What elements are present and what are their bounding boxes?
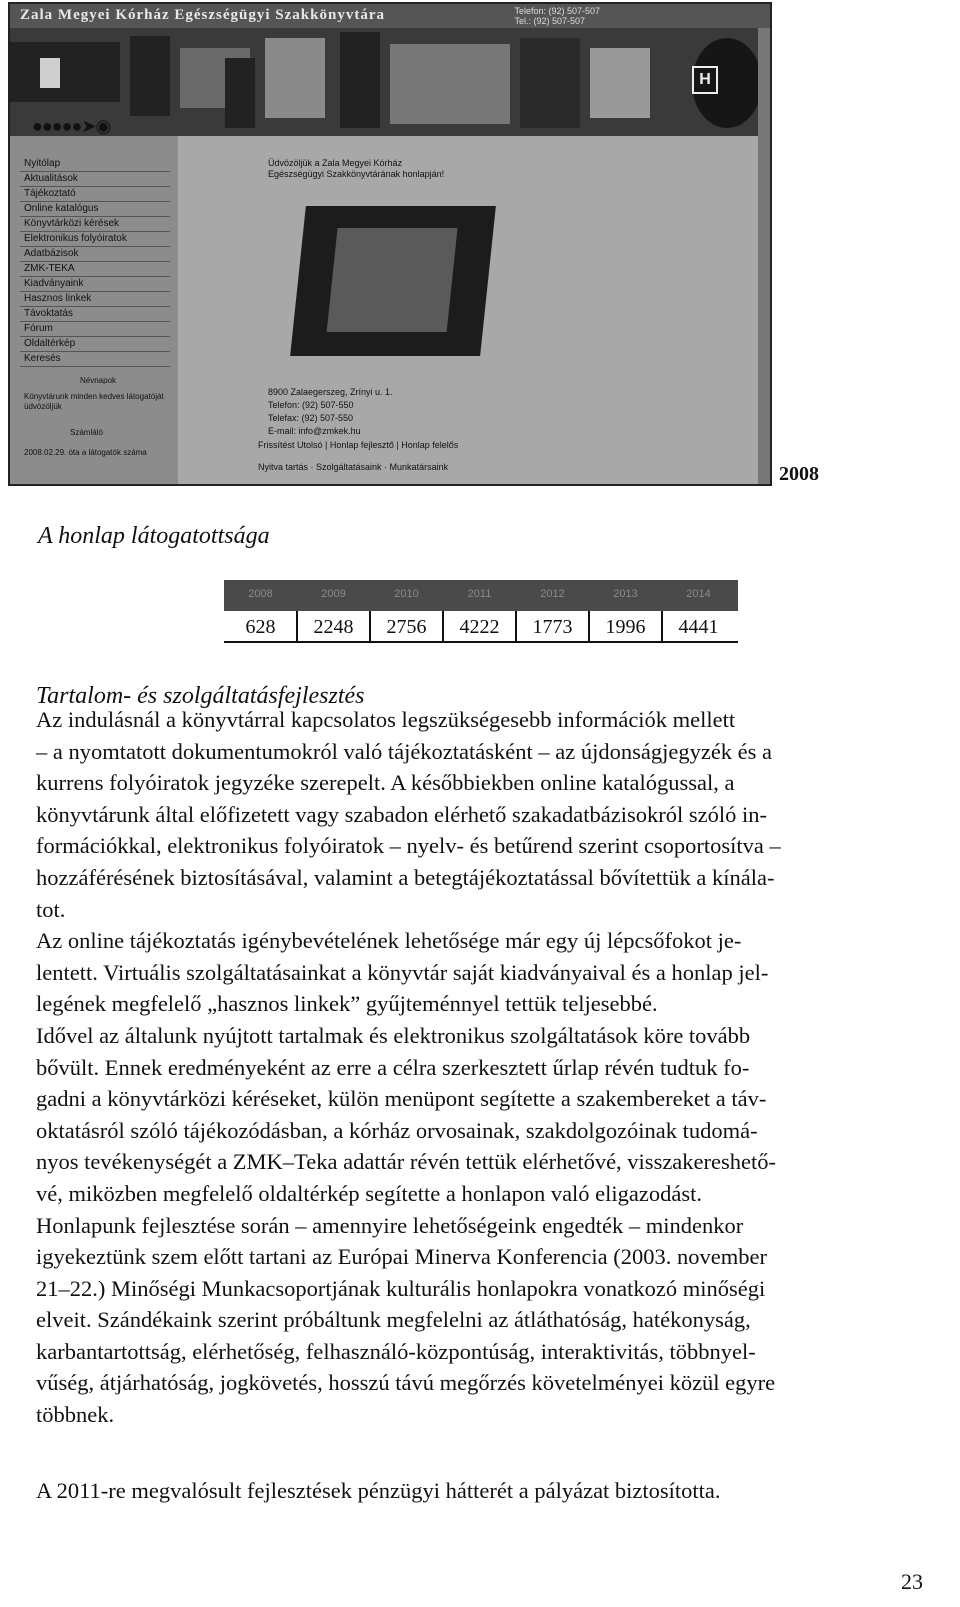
body-line: vé, miközben megfelelő oldaltérkép segítette a honlapon való eligazodást.	[36, 1180, 703, 1206]
body-line: vűség, átjárhatóság, jogkövetés, hosszú távú megőrzés követelményei közül egyre	[36, 1370, 776, 1396]
body-line: karbantartottság, elérhetőség, felhasználó-központúság, interaktivitás, többnyel-	[36, 1338, 756, 1364]
page-number: 23	[901, 1569, 923, 1594]
year-header: 2010	[394, 588, 419, 600]
welcome-note: üdvözöljük	[24, 402, 62, 411]
dots-icon: ●●●●●➤◉	[32, 116, 111, 136]
nav-item[interactable]: Oldaltérkép	[24, 338, 76, 349]
year-label: 2008	[779, 463, 819, 485]
body-line: Az indulásnál a könyvtárral kapcsolatos legszükségesebb információk mellett	[36, 707, 736, 732]
body-line: könyvtárunk által előfizetett vagy szabadon elérhető szakadatbázisokról szóló in-	[36, 801, 767, 827]
section-heading: Tartalom- és szolgáltatásfejlesztés	[36, 683, 365, 709]
body-line: legének megfelelő „hasznos linkek” gyűjteménnyel tettük teljesebbé.	[36, 991, 658, 1017]
nav-item[interactable]: Nyitólap	[24, 158, 61, 169]
header-meta-line: Tel.: (92) 507-507	[514, 16, 585, 26]
welcome-note: Könyvtárunk minden kedves látogatóját	[24, 392, 164, 401]
header-meta-line: Telefon: (92) 507-507	[514, 6, 600, 16]
nav-item[interactable]: Keresés	[24, 353, 61, 364]
visits-table-header	[224, 580, 738, 611]
open-book-image	[290, 206, 496, 356]
nav-item[interactable]: Online katalógus	[24, 203, 99, 214]
counter-note: 2008.02.29. óta a látogatók száma	[24, 448, 147, 457]
visit-count: 4441	[678, 616, 719, 638]
nav-item[interactable]: Elektronikus folyóiratok	[24, 233, 127, 244]
screenshot-address	[268, 386, 393, 438]
visit-count: 2756	[386, 616, 427, 638]
nav-item[interactable]: Hasznos linkek	[24, 293, 92, 304]
visit-count: 4222	[459, 616, 500, 638]
nav-item[interactable]: Távoktatás	[24, 308, 73, 319]
hospital-h-icon: H	[692, 66, 718, 94]
visit-count: 1996	[605, 616, 646, 638]
nav-item[interactable]: Tájékoztató	[24, 188, 76, 199]
funding-note: A 2011-re megvalósult fejlesztések pénzügyi hátterét a pályázat biztosította.	[36, 1478, 721, 1503]
visits-table	[224, 580, 738, 642]
body-line: lentett. Virtuális szolgáltatásainkat a könyvtár saját kiadványaival és a honlap jel-	[36, 959, 769, 985]
year-header: 2013	[613, 588, 638, 600]
nav-item[interactable]: Könyvtárközi kérések	[24, 218, 120, 229]
year-header: 2014	[686, 588, 711, 600]
counter-label: Számláló	[70, 428, 103, 437]
year-header: 2009	[321, 588, 346, 600]
screenshot-header-meta	[514, 6, 600, 26]
address-line[interactable]: E-mail: info@zmkek.hu	[268, 426, 361, 436]
screenshot-scrollbar[interactable]	[758, 28, 770, 484]
website-screenshot	[8, 2, 772, 486]
visit-count: 1773	[532, 616, 573, 638]
screenshot-footer-menu[interactable]: Nyitva tartás · Szolgáltatásaink · Munkatársaink	[258, 462, 449, 472]
screenshot-title: Zala Megyei Kórház Egészségügyi Szakkönyvtára	[20, 7, 385, 23]
body-line: kurrens folyóiratok jegyzéke szerepelt. A későbbiekben online katalógussal, a	[36, 770, 735, 796]
body-line: Idővel az általunk nyújtott tartalmak és elektronikus szolgáltatások köre tovább	[36, 1022, 751, 1048]
body-line: elveit. Szándékaink szerint próbáltunk megfelelni az átláthatóság, hatékonyság,	[36, 1307, 751, 1333]
screenshot-header	[10, 4, 770, 28]
body-line: Honlapunk fejlesztése során – amennyire lehetőségeink engedték – mindenkor	[36, 1212, 744, 1238]
body-line: oktatásról szóló tájékozódásban, a kórház orvosainak, szakdolgozóinak tudomá-	[36, 1117, 758, 1143]
nav-item[interactable]: Aktualitások	[24, 173, 78, 184]
body-line: tot.	[36, 896, 66, 922]
body-line: hozzáférésének biztosításával, valamint a betegtájékoztatással bővítettük a kínála-	[36, 864, 775, 890]
nav-item[interactable]: Kiadványaink	[24, 278, 84, 289]
address-line: Telefax: (92) 507-550	[268, 413, 354, 423]
body-text	[36, 704, 936, 1431]
body-line: – a nyomtatott dokumentumokról való tájékoztatásként – az újdonságjegyzék és a	[36, 738, 773, 764]
body-line: Az online tájékoztatás igénybevételének lehetősége már egy új lépcsőfokot je-	[36, 928, 742, 954]
year-header: 2012	[540, 588, 565, 600]
body-line: többnek.	[36, 1402, 115, 1428]
screenshot-footer-links[interactable]: Frissítést Utolsó | Honlap fejlesztő | Honlap felelős	[258, 440, 459, 450]
visits-heading: A honlap látogatottsága	[38, 523, 270, 549]
screenshot-main-content	[178, 136, 770, 484]
body-line: igyekeztünk szem előtt tartani az Európai Minerva Konferencia (2003. november	[36, 1244, 767, 1270]
year-header: 2011	[467, 588, 492, 600]
visit-count: 628	[245, 616, 276, 638]
year-header: 2008	[248, 588, 273, 600]
nav-item[interactable]: ZMK-TEKA	[24, 263, 75, 274]
greeting-line: Egészségügyi Szakkönyvtárának honlapján!	[268, 169, 445, 179]
visit-count: 2248	[313, 616, 354, 638]
nav-item[interactable]: Fórum	[24, 323, 53, 334]
nav-item[interactable]: Adatbázisok	[24, 248, 79, 259]
body-line: nyos tevékenységét a ZMK–Teka adattár révén tettük elérhetővé, visszakereshető-	[36, 1149, 776, 1175]
nameday-label: Névnapok	[80, 376, 117, 385]
address-line: Telefon: (92) 507-550	[268, 400, 354, 410]
screenshot-sidebar-menu	[10, 136, 178, 484]
screenshot-greeting	[268, 158, 444, 180]
body-line: bővült. Ennek eredményeként az erre a célra szerkesztett űrlap révén tudtuk fo-	[36, 1054, 750, 1080]
greeting-line: Üdvözöljük a Zala Megyei Kórház	[268, 158, 403, 168]
address-line: 8900 Zalaegerszeg, Zrínyi u. 1.	[268, 387, 393, 397]
body-line: gadni a könyvtárközi kéréseket, külön menüpont segítette a szakembereket a táv-	[36, 1086, 767, 1112]
body-line: formációkkal, elektronikus folyóiratok – nyelv- és betűrend szerint csoportosítva –	[36, 833, 781, 859]
screenshot-banner-image	[10, 28, 770, 136]
body-line: 21–22.) Minőségi Munkacsoportjának kulturális honlapokra vonatkozó minőségi	[36, 1275, 766, 1301]
